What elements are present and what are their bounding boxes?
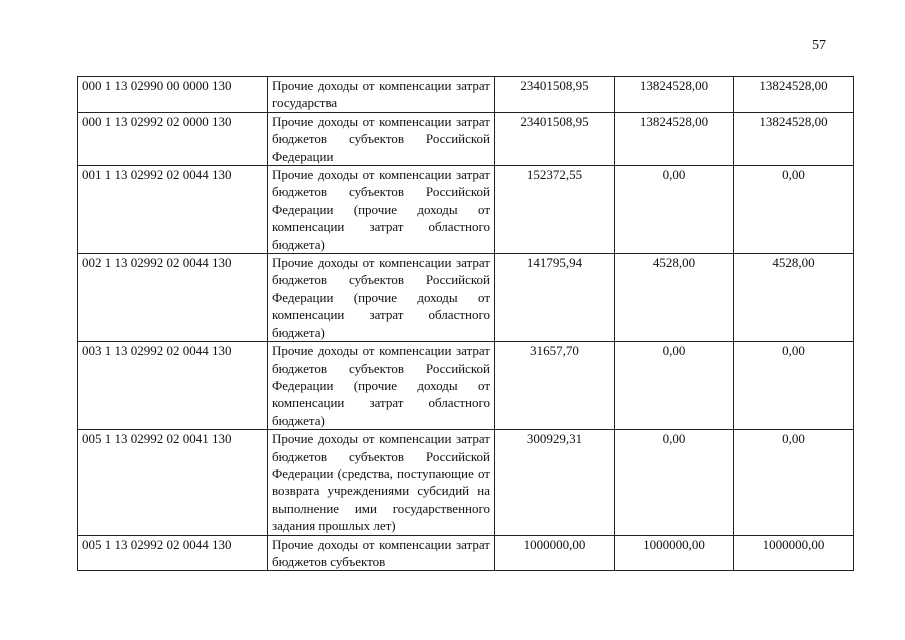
revenue-description-cell: Прочие доходы от компенсации затрат бюджетов субъектов Российской Федерации (средства, поступающие от возврата учреждениями субсидий на выполнение ими государственного задания прошлых лет): [268, 430, 495, 535]
table-row: [78, 112, 854, 165]
amount-cell-1: 23401508,95: [495, 77, 615, 113]
amount-cell-1: 1000000,00: [495, 535, 615, 571]
revenue-code-cell: 005 1 13 02992 02 0044 130: [78, 535, 268, 571]
amount-cell-3: 1000000,00: [734, 535, 854, 571]
amount-cell-2: 1000000,00: [615, 535, 734, 571]
revenue-description-cell: Прочие доходы от компенсации затрат бюджетов субъектов Российской Федерации: [268, 112, 495, 165]
amount-cell-3: 0,00: [734, 166, 854, 254]
revenue-description-cell: Прочие доходы от компенсации затрат государства: [268, 77, 495, 113]
table-row: [78, 430, 854, 535]
amount-cell-3: 13824528,00: [734, 77, 854, 113]
revenue-code-cell: 002 1 13 02992 02 0044 130: [78, 254, 268, 342]
amount-cell-2: 13824528,00: [615, 112, 734, 165]
table-row: [78, 535, 854, 571]
page-number: 57: [812, 38, 826, 53]
amount-cell-1: 31657,70: [495, 342, 615, 430]
amount-cell-2: 0,00: [615, 430, 734, 535]
table-row: [78, 166, 854, 254]
revenue-table: [77, 76, 854, 571]
amount-cell-2: 4528,00: [615, 254, 734, 342]
amount-cell-1: 141795,94: [495, 254, 615, 342]
amount-cell-2: 0,00: [615, 342, 734, 430]
revenue-table-body: [78, 77, 854, 571]
amount-cell-2: 0,00: [615, 166, 734, 254]
amount-cell-2: 13824528,00: [615, 77, 734, 113]
amount-cell-1: 152372,55: [495, 166, 615, 254]
revenue-description-cell: Прочие доходы от компенсации затрат бюджетов субъектов Российской Федерации (прочие доходы от компенсации затрат областного бюджета): [268, 166, 495, 254]
table-row: [78, 342, 854, 430]
amount-cell-1: 300929,31: [495, 430, 615, 535]
revenue-description-cell: Прочие доходы от компенсации затрат бюджетов субъектов: [268, 535, 495, 571]
table-row: [78, 77, 854, 113]
revenue-description-cell: Прочие доходы от компенсации затрат бюджетов субъектов Российской Федерации (прочие доходы от компенсации затрат областного бюджета): [268, 342, 495, 430]
amount-cell-3: 13824528,00: [734, 112, 854, 165]
revenue-code-cell: 001 1 13 02992 02 0044 130: [78, 166, 268, 254]
revenue-code-cell: 000 1 13 02992 02 0000 130: [78, 112, 268, 165]
revenue-description-cell: Прочие доходы от компенсации затрат бюджетов субъектов Российской Федерации (прочие доходы от компенсации затрат областного бюджета): [268, 254, 495, 342]
revenue-code-cell: 005 1 13 02992 02 0041 130: [78, 430, 268, 535]
revenue-code-cell: 000 1 13 02990 00 0000 130: [78, 77, 268, 113]
table-row: [78, 254, 854, 342]
revenue-code-cell: 003 1 13 02992 02 0044 130: [78, 342, 268, 430]
amount-cell-3: 0,00: [734, 430, 854, 535]
amount-cell-3: 0,00: [734, 342, 854, 430]
amount-cell-3: 4528,00: [734, 254, 854, 342]
amount-cell-1: 23401508,95: [495, 112, 615, 165]
